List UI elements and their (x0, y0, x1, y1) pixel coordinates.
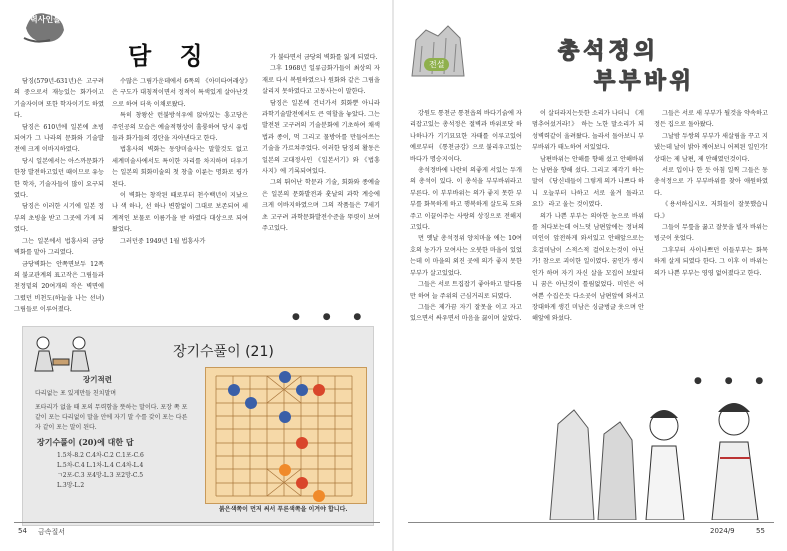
left-page (0, 0, 393, 551)
paragraph: 수많은 그림가운데에서 6폭의 《아미타여래상》은 구도가 대칭적이면서 정적이 특색있게 살아난것으로 하여 더욱 이채로왔다. (112, 78, 248, 108)
title-line-2: 부부바위 (594, 69, 696, 94)
board-piece (279, 464, 291, 476)
page-number: 54 (18, 527, 27, 535)
puzzle-title: 장기수풀이 (21) (173, 344, 274, 360)
paragraph: 담징은 610년에 일본에 초빙되여가 그 나라의 문화와 기술발전에 크게 이바지하였다. (14, 123, 104, 154)
paragraph: 그의 뛰어난 학문과 기술, 회화와 종예술은 일본의 문화발전과 훗날의 과학 계승에 크게 이바지하였으며 그의 작품들은 7세기초 고구려 과학문화발전수준을 뚜렷이 보여주고있다. (262, 179, 380, 233)
paragraph: 그러던중 1949년 1월 법흥사가 (120, 237, 206, 245)
answer-line: L.3망-L.2 (57, 482, 85, 489)
paragraph: 이 살더라지는듯한 소리가 나더니 《게 멈추어섰거라!》 하는 노한 말소리가 되성벽력같이 울려왔다. 놀라서 돌아보니 부부바위가 태노하여 서있었다. (532, 110, 644, 152)
left-column-1 (14, 76, 104, 322)
paragraph: 그들이 무릎을 꿇고 잘못을 빌자 바위는 빙긋이 웃었다. (654, 224, 768, 243)
paragraph: 법흥사의 벽화는 동양미술사는 말할것도 없고 세계미술사에서도 특이한 자리를 차지하며 더우기는 일본의 회화미술의 첫 창출 이룬는 명화로 평가된다. (112, 146, 248, 188)
board-piece (245, 397, 257, 409)
board-piece (313, 490, 325, 502)
paragraph: 남편바위는 안해를 향해 섰고 안해바위는 남편을 향해 섰다. 그리고 제각기 하는 말이 《당신네들이 그렇게 의가 나쁘다 하니 오늘부터 나하고 서로 울겨 돌라고요!》 라고 울는 것이였다. (532, 155, 644, 209)
paragraph: 가 불타면서 금당의 벽화를 잃게 되였다. (270, 54, 378, 61)
board-piece (296, 384, 308, 396)
proverb-heading: 장기적련 (83, 375, 112, 384)
board-piece (279, 371, 291, 383)
paragraph: 그들은 서로 새 부부가 될것을 약속하고 정든 집으로 돌아왔다. (654, 110, 768, 129)
paragraph: 그들은 서로 트집잡기 좋아하고 말다툼만 하여 늘 주위의 근심거리로 되였다. (410, 281, 522, 300)
left-column-3 (262, 52, 380, 308)
paragraph: 《용서하십시오. 저희들이 잘못했습니다.》 (654, 201, 768, 220)
paragraph: 특히 창왕산 런불방석우에 앉아있는 흥고당은 주인공의 모습은 예술적형상이 훌륭하여 당시 유럽들과 화가들의 경탄을 자아낸다고 한다. (112, 112, 248, 143)
paragraph: 그후부터 사이나쁘던 이들부부는 화목하게 살게 되였다 한다. 그 이후 이 바위는 의가 나쁜 부부는 영영 없어졌다고 한다. (654, 246, 768, 277)
footer-rule (14, 522, 380, 523)
answer-line: L.5차-C.4 L.1차-L.4 C.4차-L.4 (57, 462, 144, 469)
paragraph: 그날밤 두쌍의 부부가 새살림을 꾸고 지냈는데 날이 밝아 깨어보니 어찌된 일인가! 상대는 제 남편, 제 안해였던것이다. (654, 132, 768, 163)
paragraph: 총석정바에 나란히 의좋게 서있는 두개의 총석이 있다. 이 총석을 부부바위라고 부른다. 이 부부바위는 의가 좋지 못한 부부를 화목하게 하고 행복하게 살도록 도와주고 이끌어주는 사랑의 상징으로 전해지고있다. (410, 167, 522, 232)
footer-rule (408, 522, 774, 523)
janggi-board (205, 367, 367, 504)
paragraph: 먼 옛날 총석정위 양치마을 에는 10여호의 농가가 모여사는 오붓한 마을이 있었는데 이 마을의 외진 곳에 의가 좋지 못한 부부가 살고있었다. (410, 235, 522, 277)
puzzle-caption: 붉은색쪽이 먼저 써서 푸른색쪽을 이겨야 합니다. (219, 506, 348, 513)
board-piece (279, 411, 291, 423)
right-column-1 (410, 108, 522, 520)
paragraph: 그후 1968년 일류급화가들이 최상의 자재로 다시 복원하였으나 원화와 같은 그림을 살리지 못하였다고 고동사는이 말한다. (262, 65, 380, 96)
issue-date: 2024/9 (710, 527, 735, 535)
players-illustration (31, 333, 91, 373)
paragraph: 의가 나쁜 부부는 의아한 눈으로 바위를 처다보는데 어느덧 남편앞에는 정녀의 미인이 앞전하게 와서있고 안해앞으로는 호걸미남이 스적스적 걸어오는것이 아닌가! 참으로 괴이한 일이였다. 꿈인가 생시인가 하며 자기 자신 살을 꼬집어 보았더니 꿈은 아닌것이 틀림없었다. 미인은 어여쁜 수집은듯 다소곳이 남편앞에 와서고 장대하게 생긴 미남은 싱글벙글 웃으며 안해앞에 와섰다. (532, 212, 644, 323)
answer-line: ㄱ2포-C.3 포4망-L.3 포2망-C.5 (57, 472, 144, 479)
board-piece (296, 477, 308, 489)
section-end-dots: ● ● ● (292, 312, 372, 322)
board-piece (313, 384, 325, 396)
section-end-dots: ● ● ● (694, 376, 774, 386)
paragraph: 그들은 제가끔 자기 잘못을 이고 자고 있으면서 싸우면서 마음을 끓이며 살았다. (410, 303, 522, 323)
proverb-line: 다리없는 포 있게만들 친치말며 (35, 390, 117, 397)
paragraph: 당시 일본에서는 아스까문화가 한창 발전하고있던 때이므로 유능한 학자, 기술자들이 많이 요구되였다. (14, 157, 104, 200)
history-tag-badge (22, 8, 68, 48)
answer-heading: 장기수풀이 (20)에 대한 답 (37, 437, 134, 447)
board-piece (296, 437, 308, 449)
answer-line: 1.5차-8.2 C.4차-C.2 C.1포-C.6 (57, 452, 144, 459)
paragraph: 금당벽화는 안쪽면보두 12폭의 불교관계의 표고작은 그림들과 천정밑의 20여개의 작은 벽면에 그렸던 비천도(하늘을 나는 선녀)그림들로 이루어졌다. (14, 260, 104, 314)
proverb-body: 포타리가 없을 때 포의 무력함을 뜻하는 말이다. 포장 쪽 포 같이 포는 다리없이 말을 안에 자기 말 수를 갖이 포는 다른 자 같이 포는 말이 된다. (35, 404, 188, 431)
paragraph: 담징은 이러한 시기에 일본 정부의 초빙을 받고 그곳에 가게 되였다. (14, 203, 104, 234)
board-piece (228, 384, 240, 396)
article-title: 담 징 (128, 42, 213, 70)
paragraph: 서로 입이나 한 듯 아침 일찍 그들은 동총석정으로 가 부부바위를 찾아 애원하였다. (654, 167, 768, 197)
legend-tag: 전설 (424, 58, 449, 71)
left-column-2 (112, 76, 248, 322)
title-line-1: 총석정의 (558, 39, 660, 64)
chess-puzzle-box (22, 326, 374, 526)
right-column-3 (654, 108, 768, 372)
magazine-name: 금속질서 (38, 528, 66, 536)
paragraph: 담징은 일본에 건너가서 회화뿐 아니라 과학기술발전에서도 큰 역할을 놓았다. 그는 발전된 고구려의 기술분화에 기초하여 채색법과 종이, 먹 그리고 물방아를 만들어쓰는 기술을 가르쳐주었다. 이러한 담징의 활동은 일본의 고대정사인 《일본서기》와 《법흥사지》에 기록되여있다. (262, 99, 380, 176)
page-number: 55 (756, 527, 765, 535)
history-tag-label: 력사인물 (30, 14, 61, 24)
paragraph: 담징(579년-631년)은 고구려의 중으로서 재능있는 화가이고 기술자이며 또한 학자이기도 하였다. (14, 78, 104, 120)
right-page (394, 0, 787, 551)
paragraph: 이 벽화는 창작된 때로부터 천수백년이 지났으나 색 하나, 선 하나 변함없이 그대로 보존되여 세계적인 보물로 이름가을 받 하였다 대상으로 되여왔었다. (112, 192, 248, 234)
couple-illustration (544, 384, 774, 520)
paragraph: 강원도 통천군 통천읍의 바다기슭에 자리잡고있는 총석정은 절벽과 바위로닷 하나하나가 기기묘묘한 자태를 이루고있어 예로부터 《통천금강》으로 불리우고있는 바다가 명승지이다. (410, 110, 522, 163)
right-column-2 (532, 108, 644, 384)
paragraph: 그는 일본에서 법흥사의 금당벽화를 맡아 그리였다. (14, 237, 104, 257)
